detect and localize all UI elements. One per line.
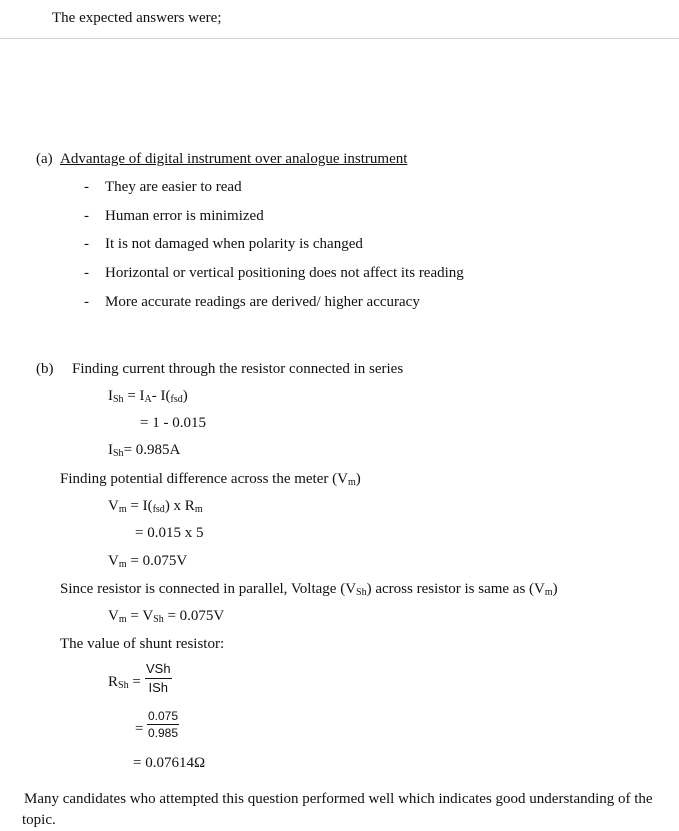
list-item-text: Horizontal or vertical positioning does not affect its reading [105, 265, 464, 281]
fraction-numerator: 0.075 [147, 709, 179, 725]
list-item-text: Human error is minimized [105, 208, 264, 224]
parallel-text: Since resistor is connected in parallel, Voltage (VSh) across resistor is same as (Vm) [60, 581, 558, 598]
list-dash: - [84, 208, 89, 224]
list-item [84, 178, 242, 196]
shunt-heading: The value of shunt resistor: [60, 636, 225, 652]
equals-sign: = [135, 721, 144, 737]
list-dash: - [84, 179, 89, 195]
list-dash: - [84, 294, 89, 310]
ish-equation: ISh = IA- I(fsd) [108, 388, 188, 405]
vm-equation: Vm = I(fsd) x Rm [108, 498, 203, 515]
list-item-text: They are easier to read [105, 179, 242, 195]
ish-result: ISh= 0.985A [108, 442, 181, 459]
vm-result: Vm = 0.075V [108, 553, 188, 570]
divider [0, 38, 679, 39]
list-item [84, 207, 264, 225]
list-dash: - [84, 265, 89, 281]
list-dash: - [84, 236, 89, 252]
list-item-text: It is not damaged when polarity is changed [105, 236, 363, 252]
list-item [84, 264, 464, 282]
vm-calculation: = 0.015 x 5 [135, 525, 204, 541]
part-a-heading: Advantage of digital instrument over analogue instrument [60, 151, 408, 167]
fraction-numerator: VSh [145, 661, 172, 679]
value-fraction [147, 709, 179, 741]
final-result: = 0.07614Ω [133, 755, 206, 771]
part-b-label: (b) [36, 361, 54, 377]
ish-calculation: = 1 - 0.015 [140, 415, 206, 431]
rsh-lhs: RSh = [108, 674, 141, 691]
list-item [84, 293, 420, 311]
vm-vsh-equation: Vm = VSh = 0.075V [108, 608, 225, 625]
conclusion-text: Many candidates who attempted this question performed well which indicates good understanding of the topic. [22, 791, 653, 828]
fraction-denominator: ISh [148, 679, 169, 695]
pd-heading: Finding potential difference across the meter (Vm) [60, 471, 361, 488]
list-item [84, 235, 363, 253]
fraction-denominator: 0.985 [148, 726, 179, 741]
rsh-fraction [145, 661, 172, 695]
intro-text: The expected answers were; [52, 10, 222, 26]
list-item-text: More accurate readings are derived/ higher accuracy [105, 294, 420, 310]
part-a-label: (a) [36, 151, 53, 167]
part-b-heading: Finding current through the resistor connected in series [72, 361, 404, 377]
